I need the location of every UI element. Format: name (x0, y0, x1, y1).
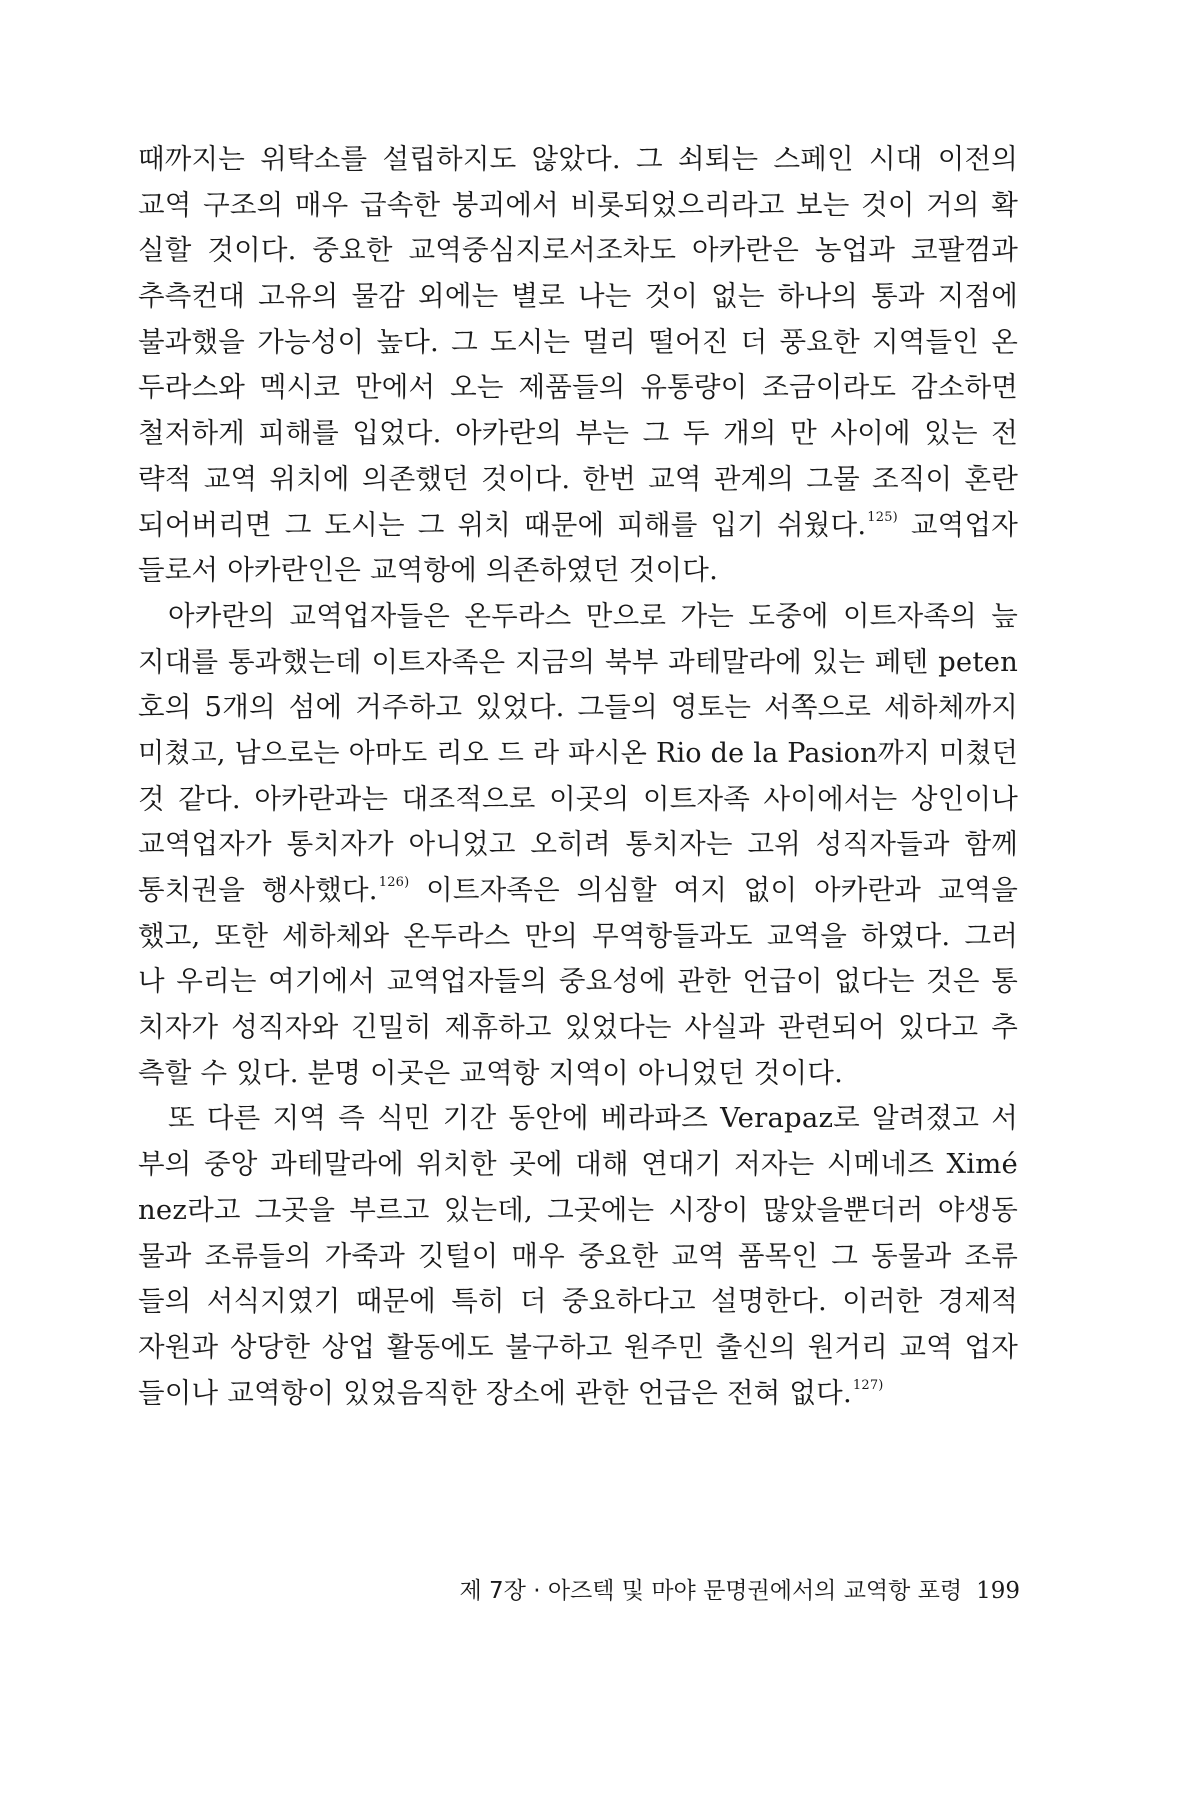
body-text (138, 137, 1018, 1416)
page-footer (420, 1572, 1020, 1605)
text-line: 실할 것이다. 중요한 교역중심지로서조차도 아카란은 농업과 코팔껌과 (138, 234, 1018, 267)
footnote-ref-127: 127) (852, 1377, 884, 1393)
footnote-ref-125: 125) (867, 509, 898, 525)
text-line: 했고, 또한 세하체와 온두라스 만의 무역항들과도 교역을 하였다. 그러 (138, 919, 1018, 952)
text-line (138, 868, 1018, 914)
text-line (138, 1371, 1018, 1417)
text-line: 부의 중앙 과테말라에 위치한 곳에 대해 연대기 저자는 시메네즈 Ximé (138, 1148, 1018, 1181)
line-text: 되어버리면 그 도시는 그 위치 때문에 피해를 입기 쉬웠다. (138, 508, 867, 541)
line-tail: 이트자족은 의심할 여지 없이 아카란과 교역을 (409, 874, 1018, 906)
footnote-ref-126: 126) (378, 875, 410, 890)
text-line: 때까지는 위탁소를 설립하지도 않았다. 그 쇠퇴는 스페인 시대 이전의 (138, 143, 1018, 175)
paragraph-3 (138, 1096, 1018, 1416)
text-line: nez라고 그곳을 부르고 있는데, 그곳에는 시장이 많았을뿐더러 야생동 (138, 1193, 1018, 1226)
line-text: 통치권을 행사했다. (138, 874, 378, 906)
text-line: 들로서 아카란인은 교역항에 의존하였던 것이다. (138, 554, 719, 587)
text-line: 교역 구조의 매우 급속한 붕괴에서 비롯되었으리라고 보는 것이 거의 확 (138, 188, 1018, 221)
text-line: 미쳤고, 남으로는 아마도 리오 드 라 파시온 Rio de la Pasion까지 미쳤던 (138, 737, 1018, 769)
text-line: 나 우리는 여기에서 교역업자들의 중요성에 관한 언급이 없다는 것은 통 (138, 965, 1018, 998)
text-line: 또 다른 지역 즉 식민 기간 동안에 베라파즈 Verapaz로 알려졌고 서 (168, 1102, 1018, 1135)
text-line (138, 503, 1018, 549)
text-line: 호의 5개의 섬에 거주하고 있었다. 그들의 영토는 서쪽으로 세하체까지 (138, 691, 1018, 724)
paragraph-1 (138, 137, 1018, 594)
text-line: 것 같다. 아카란과는 대조적으로 이곳의 이트자족 사이에서는 상인이나 (138, 782, 1018, 815)
text-line: 추측컨대 고유의 물감 외에는 별로 나는 것이 없는 하나의 통과 지점에 (138, 280, 1018, 313)
text-line: 두라스와 멕시코 만에서 오는 제품들의 유통량이 조금이라도 감소하면 (138, 371, 1018, 404)
text-line: 교역업자가 통치자가 아니었고 오히려 통치자는 고위 성직자들과 함께 (138, 828, 1018, 861)
paragraph-2 (138, 594, 1018, 1097)
line-text: 들이나 교역항이 있었음직한 장소에 관한 언급은 전혀 없다. (138, 1376, 852, 1409)
text-line: 물과 조류들의 가죽과 깃털이 매우 중요한 교역 품목인 그 동물과 조류 (138, 1239, 1018, 1272)
text-line: 아카란의 교역업자들은 온두라스 만으로 가는 도중에 이트자족의 늪 (168, 599, 1018, 632)
text-line: 지대를 통과했는데 이트자족은 지금의 북부 과테말라에 있는 페텐 peten (138, 645, 1018, 678)
text-line: 략적 교역 위치에 의존했던 것이다. 한번 교역 관계의 그물 조직이 혼란 (138, 462, 1018, 495)
text-line: 치자가 성직자와 긴밀히 제휴하고 있었다는 사실과 관련되어 있다고 추 (138, 1011, 1018, 1044)
text-line: 측할 수 있다. 분명 이곳은 교역항 지역이 아니었던 것이다. (138, 1056, 844, 1089)
page-number: 199 (976, 1578, 1020, 1604)
line-tail: 교역업자 (897, 508, 1018, 541)
text-line: 자원과 상당한 상업 활동에도 불구하고 원주민 출신의 원거리 교역 업자 (138, 1330, 1018, 1363)
running-title: 제 7장 · 아즈텍 및 마야 문명권에서의 교역항 포령 (459, 1578, 963, 1604)
text-line: 들의 서식지였기 때문에 특히 더 중요하다고 설명한다. 이러한 경제적 (138, 1285, 1018, 1318)
text-line: 불과했을 가능성이 높다. 그 도시는 멀리 떨어진 더 풍요한 지역들인 온 (138, 325, 1018, 358)
text-line: 철저하게 피해를 입었다. 아카란의 부는 그 두 개의 만 사이에 있는 전 (138, 417, 1018, 450)
